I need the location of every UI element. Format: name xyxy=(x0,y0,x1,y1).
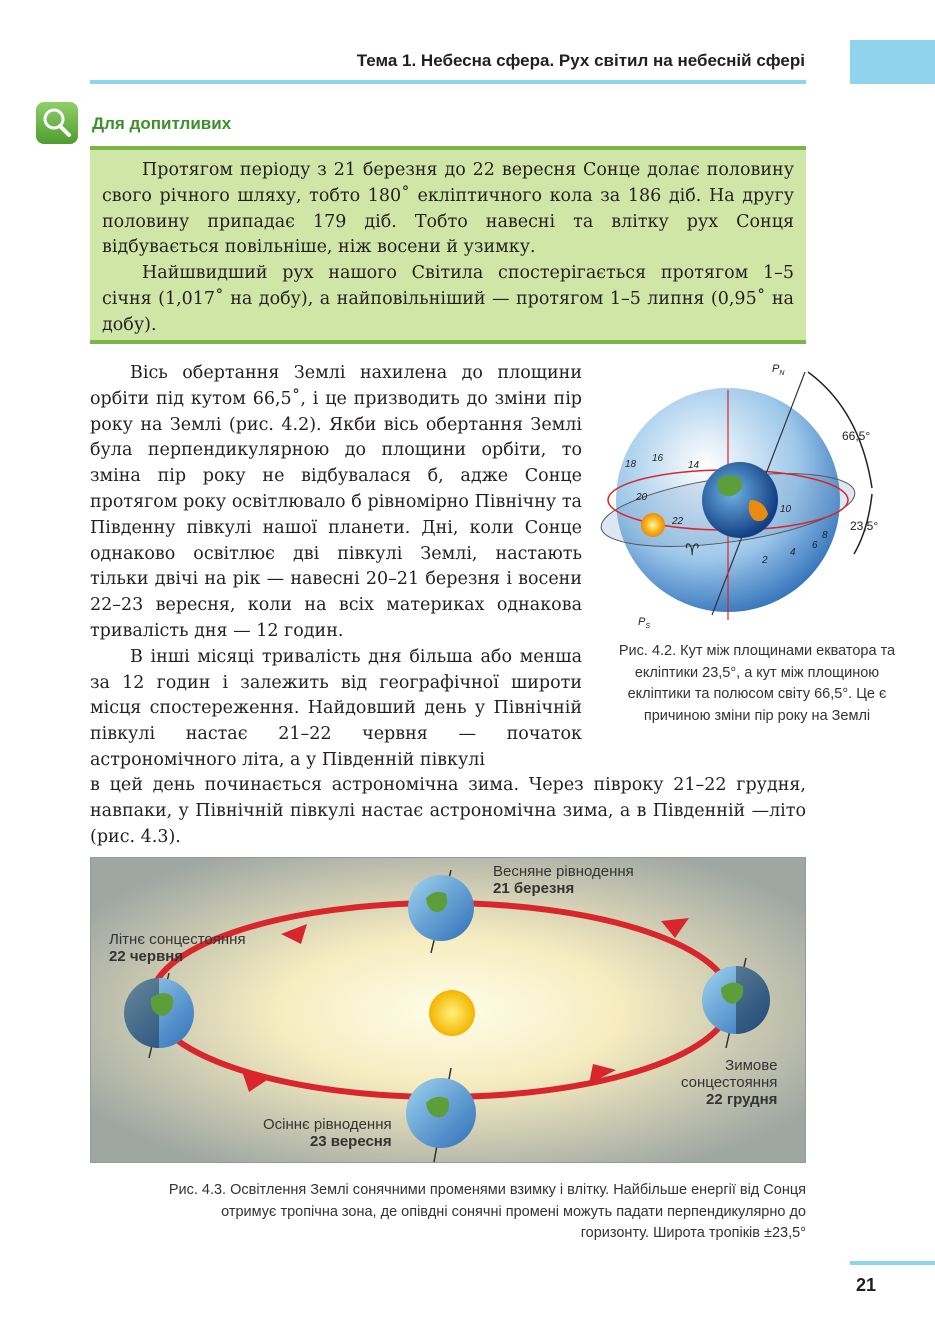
scale-number: 6 xyxy=(812,540,818,551)
pole-south-label: P xyxy=(638,616,646,628)
figure-4-3-caption: Рис. 4.3. Освітлення Землі сонячними променями взимку і влітку. Найбільше енергії від Сонця отримує тропічна зона, де опівдні сонячні промені можуть падати перпендикулярно до горизонту. Широта тропіків ±23,5° xyxy=(168,1182,806,1241)
body-paragraph: В інші місяці тривалість дня більша або менша за 12 годин і залежить від географічної широти місця спостереження. Найдовший день у Північній півкулі настає 21–22 червня — початок астрономічного літа, а у Південній півкулі xyxy=(90,646,582,770)
svg-text:PN xyxy=(772,363,785,377)
header-rule xyxy=(90,80,806,84)
pole-south-subscript: S xyxy=(645,623,651,630)
winter-name-line1: Зимове xyxy=(725,1057,778,1074)
svg-text:PS xyxy=(638,616,650,630)
scale-number: 8 xyxy=(822,530,828,541)
winter-date: 22 грудня xyxy=(706,1091,778,1108)
scale-number: 18 xyxy=(625,459,637,470)
winter-solstice-label xyxy=(681,1057,777,1108)
info-paragraph: Найшвидший рух нашого Світила спостерігається протягом 1–5 січня (1,017˚ на добу), а найповільніший — протягом 1–5 липня (0,95˚ на добу). xyxy=(102,263,794,335)
spring-date: 21 березня xyxy=(493,880,575,897)
aries-symbol: ♈ xyxy=(685,540,700,559)
pole-north-label: P xyxy=(772,363,780,375)
curious-box xyxy=(90,146,806,344)
scale-number: 10 xyxy=(780,504,792,515)
scale-number: 2 xyxy=(762,555,768,566)
pole-north-subscript: N xyxy=(779,370,785,377)
magnifier-icon xyxy=(36,102,78,144)
chapter-title: Тема 1. Небесна сфера. Рух світил на небесній сфері xyxy=(356,51,805,70)
info-paragraph: Протягом періоду з 21 березня до 22 вересня Сонце долає половину свого річного шляху, тобто 180˚ екліптичного кола за 186 діб. На другу половину припадає 179 діб. Тобто навесні та влітку рух Сонця відбувається повільніше, ніж восени й узимку. xyxy=(102,160,794,258)
footer-rule xyxy=(850,1261,935,1265)
corner-tab xyxy=(850,40,935,84)
autumn-name: Осіннє рівнодення xyxy=(263,1116,392,1133)
summer-solstice-label xyxy=(109,931,246,965)
spring-name: Весняне рівнодення xyxy=(493,863,634,880)
scale-number: 4 xyxy=(790,547,796,558)
angle-66-label: 66,5° xyxy=(842,429,871,443)
scale-number: 14 xyxy=(688,460,700,471)
sun-icon xyxy=(641,513,665,537)
earth-globe xyxy=(702,462,778,538)
main-text xyxy=(90,361,582,774)
body-paragraph: Вісь обертання Землі нахилена до площини орбіти під кутом 66,5˚, і це призводить до зміни пір року на Землі (рис. 4.2). Якби вісь обертання Землі була перпендикулярною до площини орбіти, то зміна пір року не відбувалася б, адже Сонце протягом року освітлювало б рівномірно Північну та Південну півкулі нашої планети. Дні, коли Сонце однаково освітлює дві півкулі Землі, настають тільки двічі на рік — навесні 20–21 березня і восени 22–23 вересня, коли на всіх материках однакова тривалість дня — 12 годин. xyxy=(90,363,582,641)
figure-earth-orbit xyxy=(90,857,806,1163)
page-number: 21 xyxy=(856,1275,877,1295)
figure-4-2-caption: Рис. 4.2. Кут між площинами екватора та екліптики 23,5°, а кут між площиною екліптики та полюсом світу 66,5°. Це є причиною зміни пір року на Землі xyxy=(618,643,896,724)
scale-number: 22 xyxy=(672,516,684,527)
summer-name: Літнє сонцестояння xyxy=(109,931,246,948)
main-text-continued xyxy=(90,773,806,850)
summer-date: 22 червня xyxy=(109,948,184,965)
autumn-date: 23 вересня xyxy=(309,1133,392,1150)
body-paragraph: в цей день починається астрономічна зима. Через півроку 21–22 грудня, навпаки, у Північній півкулі настає астрономічна зима, а в Південній —літо (рис. 4.3). xyxy=(90,775,806,847)
angle-23-label: 23,5° xyxy=(850,519,879,533)
scale-number: 16 xyxy=(652,453,664,464)
figure-celestial-sphere xyxy=(600,360,900,630)
sun-icon xyxy=(429,990,475,1036)
autumn-equinox-label xyxy=(263,1116,392,1150)
winter-name-line2: сонцестояння xyxy=(681,1074,778,1091)
curious-box-heading: Для допитливих xyxy=(92,114,232,133)
spring-equinox-label xyxy=(493,863,634,897)
scale-number: 20 xyxy=(636,492,648,503)
